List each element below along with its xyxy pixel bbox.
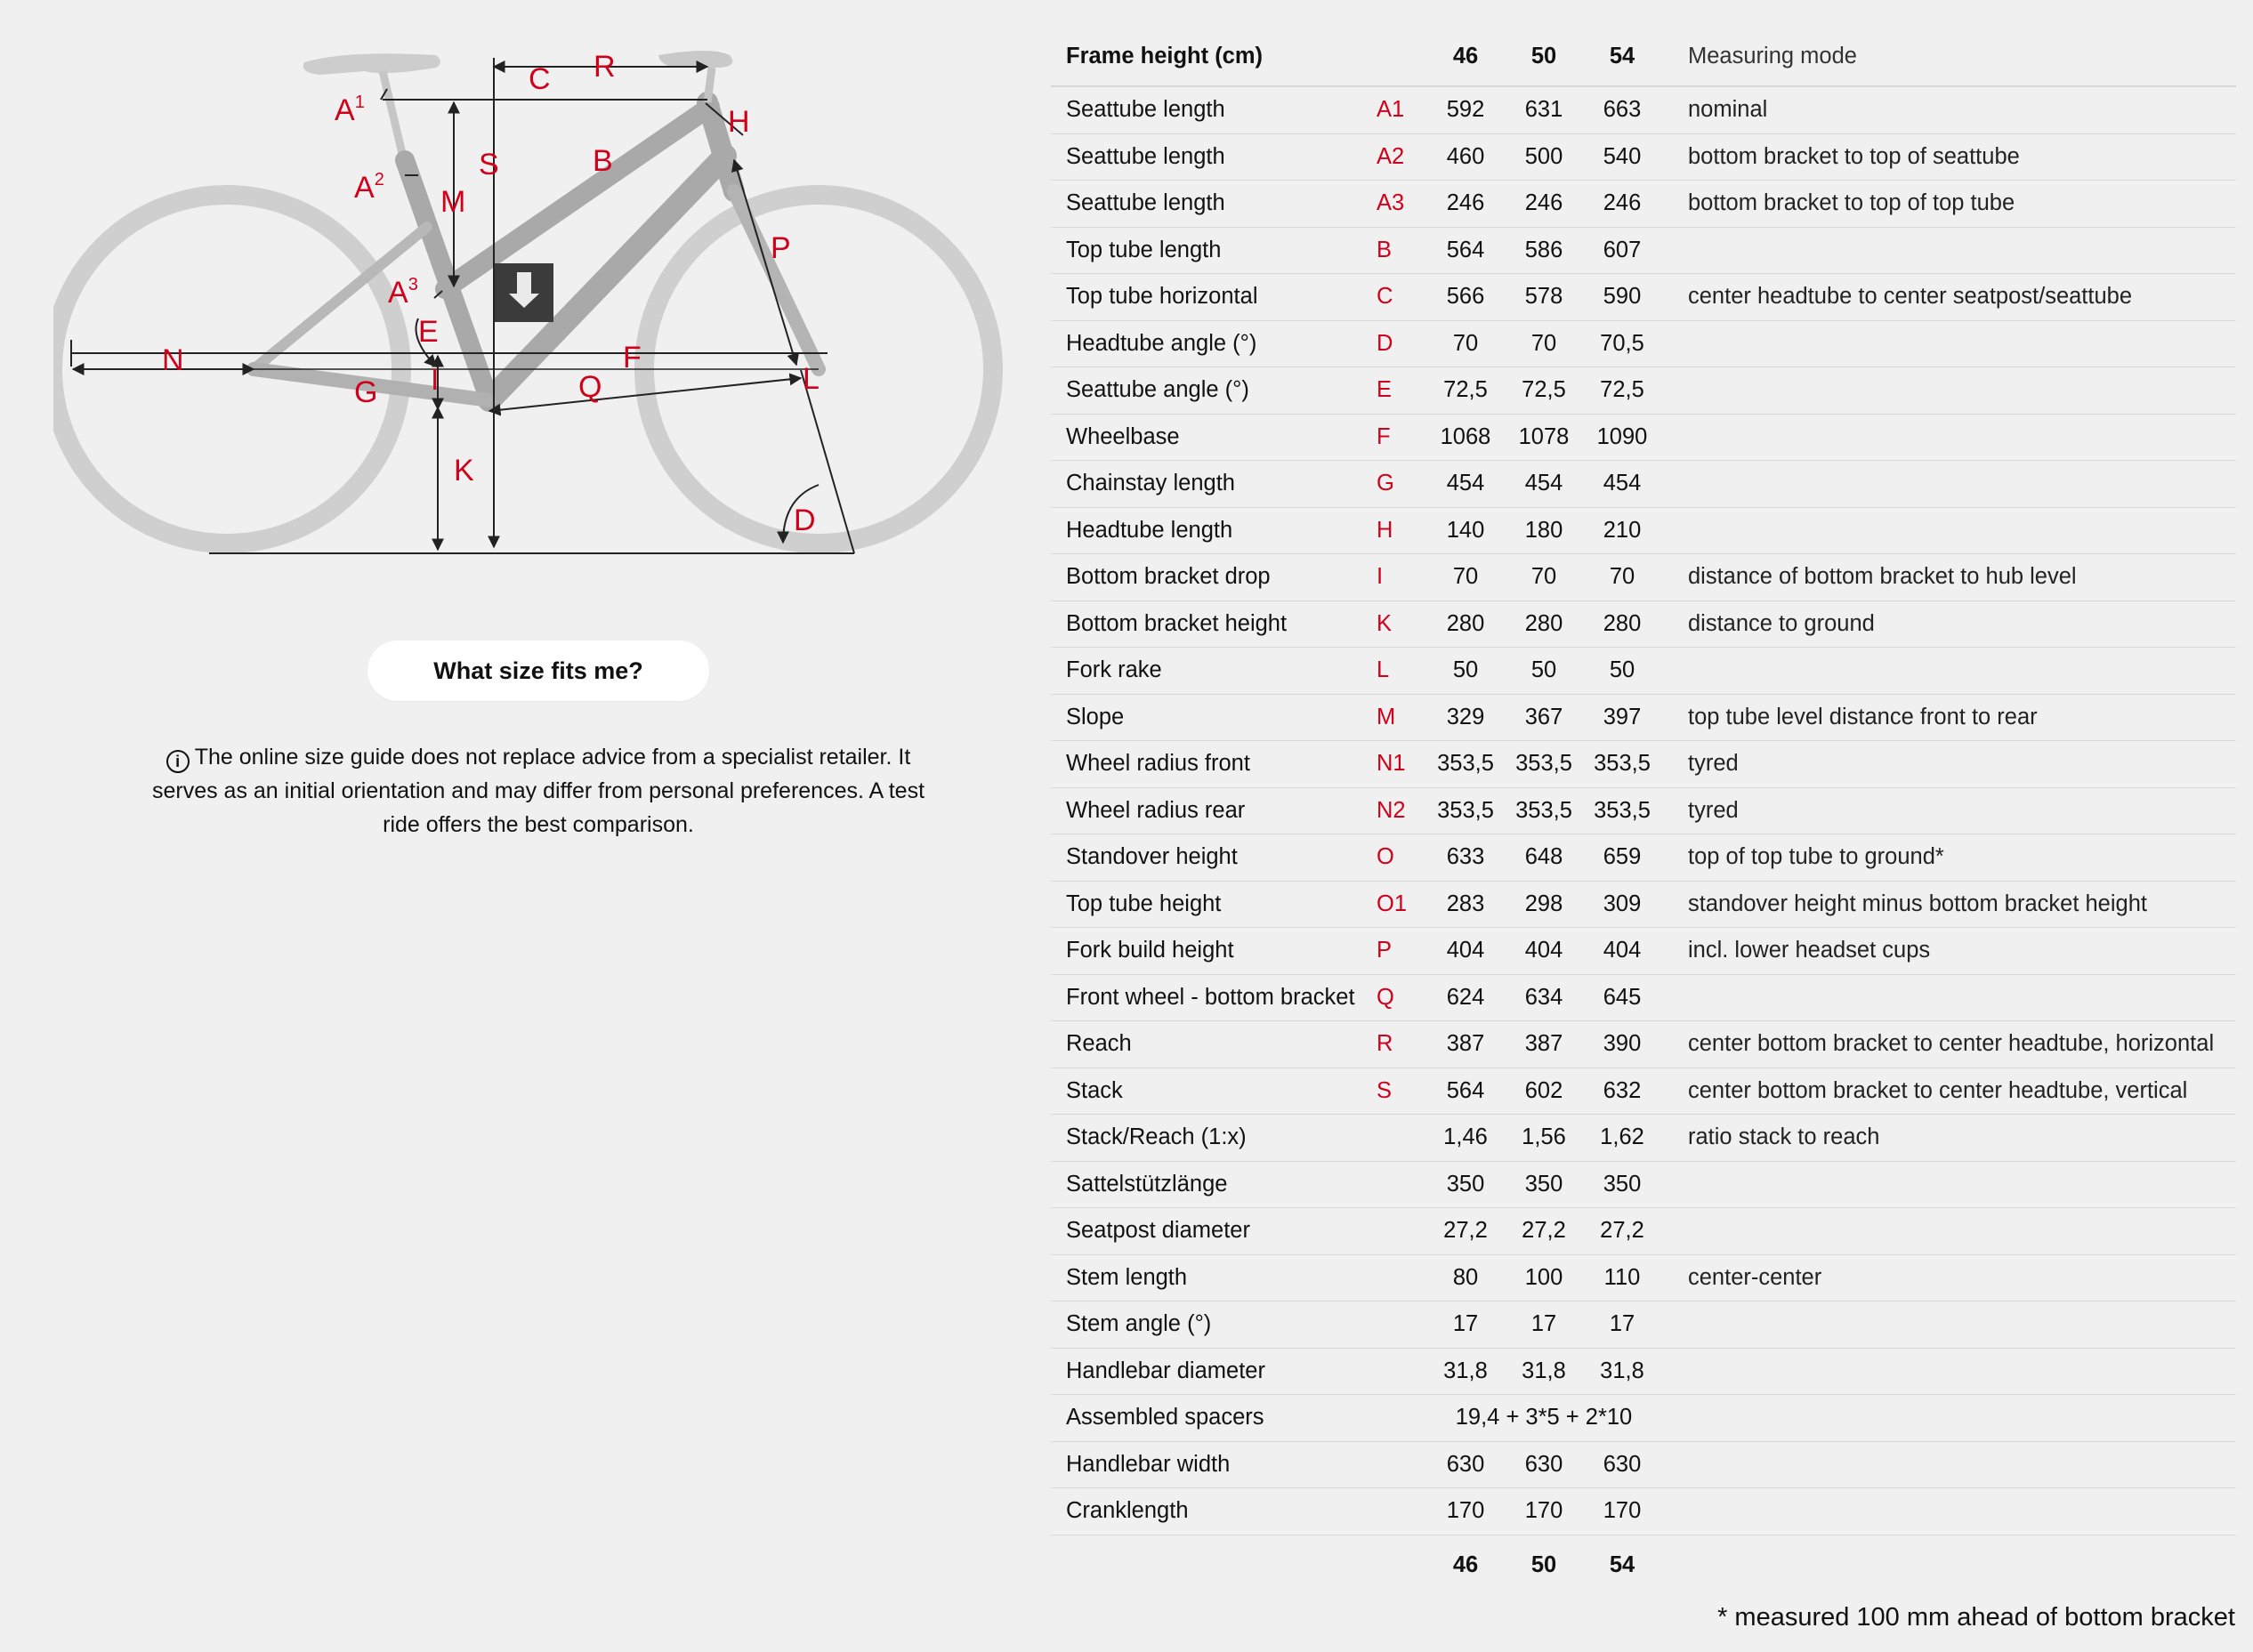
row-value: 72,5	[1443, 377, 1488, 403]
row-value: 50	[1452, 657, 1479, 683]
row-label: Stack	[1066, 1077, 1123, 1103]
table-row	[1051, 834, 2236, 882]
row-code: N2	[1377, 797, 1406, 823]
row-value: 630	[1524, 1451, 1563, 1477]
table-row	[1051, 228, 2236, 275]
row-value: 31,8	[1443, 1358, 1488, 1383]
row-value: 31,8	[1600, 1358, 1644, 1383]
row-label: Seattube angle (°)	[1066, 377, 1249, 403]
row-value: 70	[1452, 564, 1479, 590]
row-value: 50	[1530, 657, 1557, 683]
row-label: Sattelstützlänge	[1066, 1171, 1228, 1197]
row-value: 1,46	[1443, 1124, 1488, 1150]
row-value: 70	[1452, 330, 1479, 356]
row-value: 170	[1446, 1498, 1485, 1524]
row-mode: center bottom bracket to center headtube, vertical	[1688, 1077, 2188, 1103]
row-label: Standover height	[1066, 844, 1238, 870]
header-size: 50	[1530, 43, 1557, 68]
row-code: R	[1377, 1031, 1393, 1057]
row-value: 110	[1603, 1264, 1641, 1290]
row-code: L	[1377, 657, 1390, 683]
row-value: 280	[1603, 610, 1642, 636]
row-value: 70	[1530, 330, 1557, 356]
row-value: 648	[1524, 844, 1563, 870]
row-mode: ratio stack to reach	[1688, 1124, 1880, 1150]
row-value: 602	[1524, 1077, 1563, 1103]
row-value: 1,62	[1600, 1124, 1644, 1150]
table-row	[1051, 1255, 2236, 1302]
row-label: Headtube angle (°)	[1066, 330, 1257, 356]
row-value: 566	[1446, 284, 1485, 310]
row-label: Stem angle (°)	[1066, 1311, 1212, 1337]
table-row	[1051, 1349, 2236, 1396]
label-D: D	[794, 504, 816, 537]
row-value: 454	[1524, 471, 1563, 496]
header-size: 54	[1609, 43, 1635, 68]
row-value: 630	[1446, 1451, 1485, 1477]
row-code: A3	[1377, 190, 1405, 216]
row-value: 280	[1524, 610, 1563, 636]
row-code: S	[1377, 1077, 1393, 1103]
row-value: 1090	[1596, 423, 1648, 449]
row-value: 367	[1524, 704, 1563, 729]
row-value: 350	[1603, 1171, 1642, 1197]
row-value: 645	[1603, 984, 1642, 1010]
row-code: Q	[1377, 984, 1394, 1010]
saddle	[303, 53, 440, 75]
row-code: K	[1377, 610, 1393, 636]
footnote: * measured 100 mm ahead of bottom bracket	[1717, 1603, 2235, 1632]
label-A1: $A^1$	[335, 93, 365, 127]
row-label: Chainstay length	[1066, 471, 1235, 496]
row-label: Seattube length	[1066, 143, 1225, 169]
row-value: 607	[1603, 237, 1642, 262]
row-value: 353,5	[1594, 751, 1651, 777]
row-label: Top tube horizontal	[1066, 284, 1258, 310]
label-B: B	[593, 144, 613, 178]
table-row	[1051, 181, 2236, 228]
size-guide-note-text: The online size guide does not replace advice from a specialist retailer. It serves as an initial orientation and may differ from personal preferences. A test ride offers the best comparison.	[151, 745, 925, 837]
row-value: 70,5	[1600, 330, 1644, 356]
row-value: 454	[1446, 471, 1485, 496]
info-icon: i	[166, 750, 190, 773]
row-label: Bottom bracket height	[1066, 610, 1288, 636]
label-G: G	[354, 375, 378, 409]
row-value: 27,2	[1443, 1218, 1488, 1244]
row-label: Seattube length	[1066, 190, 1225, 216]
row-value: 404	[1446, 938, 1485, 963]
label-I: I	[431, 363, 440, 397]
row-value: 140	[1446, 517, 1485, 543]
row-value: 350	[1446, 1171, 1485, 1197]
row-label: Reach	[1066, 1031, 1132, 1057]
row-label: Seatpost diameter	[1066, 1218, 1250, 1244]
table-row	[1051, 461, 2236, 508]
row-value: 387	[1446, 1031, 1485, 1057]
row-code: P	[1377, 938, 1393, 963]
row-value: 170	[1524, 1498, 1563, 1524]
row-label: Wheelbase	[1066, 423, 1180, 449]
footer-size: 54	[1609, 1552, 1635, 1577]
row-value: 387	[1524, 1031, 1563, 1057]
row-label: Top tube height	[1066, 890, 1222, 916]
row-value: 246	[1603, 190, 1642, 216]
row-mode: top tube level distance front to rear	[1688, 704, 2038, 729]
row-label: Stack/Reach (1:x)	[1066, 1124, 1247, 1150]
what-size-fits-me-button[interactable]: What size fits me?	[367, 641, 709, 701]
row-value: 590	[1603, 284, 1642, 310]
row-value: 460	[1446, 143, 1485, 169]
row-value: 659	[1603, 844, 1642, 870]
table-row	[1051, 695, 2236, 742]
row-value: 633	[1446, 844, 1485, 870]
row-value: 72,5	[1600, 377, 1644, 403]
table-row	[1051, 134, 2236, 181]
table-row	[1051, 1488, 2236, 1535]
row-value: 246	[1524, 190, 1563, 216]
handlebar	[658, 51, 732, 68]
row-mode: distance of bottom bracket to hub level	[1688, 564, 2077, 590]
row-value: 298	[1524, 890, 1563, 916]
table-row	[1051, 1162, 2236, 1209]
row-label: Headtube length	[1066, 517, 1233, 543]
row-label: Slope	[1066, 704, 1125, 729]
row-value: 283	[1446, 890, 1485, 916]
row-mode: center bottom bracket to center headtube, horizontal	[1688, 1031, 2215, 1057]
label-A3: $A^3$	[388, 275, 418, 310]
row-code: A2	[1377, 143, 1405, 169]
row-value: 663	[1603, 97, 1642, 123]
row-value: 564	[1446, 237, 1485, 262]
row-value: 180	[1524, 517, 1563, 543]
row-value: 500	[1524, 143, 1563, 169]
row-mode: tyred	[1688, 751, 1739, 777]
label-Q: Q	[578, 370, 602, 404]
row-label: Assembled spacers	[1066, 1405, 1264, 1430]
table-row	[1051, 1301, 2236, 1349]
row-code: I	[1377, 564, 1384, 590]
header-measuring-mode: Measuring mode	[1688, 43, 1857, 68]
row-value: 72,5	[1522, 377, 1566, 403]
table-row	[1051, 1395, 2236, 1442]
row-value: 70	[1530, 564, 1557, 590]
label-N: N	[162, 343, 184, 377]
row-value-span: 19,4 + 3*5 + 2*10	[1455, 1405, 1633, 1430]
row-mode: top of top tube to ground*	[1688, 844, 1944, 870]
row-label: Cranklength	[1066, 1498, 1189, 1524]
row-label: Handlebar width	[1066, 1451, 1231, 1477]
row-mode: nominal	[1688, 97, 1768, 123]
header-frame-height: Frame height (cm)	[1066, 43, 1264, 68]
row-value: 31,8	[1522, 1358, 1566, 1383]
row-code: G	[1377, 471, 1394, 496]
row-value: 624	[1446, 984, 1485, 1010]
row-mode: tyred	[1688, 797, 1739, 823]
row-value: 210	[1603, 517, 1642, 543]
row-value: 404	[1524, 938, 1563, 963]
table-row	[1051, 1068, 2236, 1116]
row-mode: center-center	[1688, 1264, 1822, 1290]
footer-size: 46	[1452, 1552, 1479, 1577]
footer-size: 50	[1530, 1552, 1557, 1577]
table-row	[1051, 741, 2236, 788]
row-value: 564	[1446, 1077, 1485, 1103]
label-E: E	[418, 315, 439, 349]
row-value: 630	[1603, 1451, 1642, 1477]
row-label: Top tube length	[1066, 237, 1222, 262]
row-value: 246	[1446, 190, 1485, 216]
table-row	[1051, 975, 2236, 1022]
row-code: M	[1377, 704, 1396, 729]
table-row	[1051, 508, 2236, 555]
row-mode: standover height minus bottom bracket height	[1688, 890, 2147, 916]
row-label: Front wheel - bottom bracket	[1066, 984, 1355, 1010]
table-row	[1051, 601, 2236, 649]
row-value: 631	[1524, 97, 1563, 123]
row-label: Wheel radius front	[1066, 751, 1250, 777]
table-row	[1051, 1115, 2236, 1162]
table-row	[1051, 321, 2236, 368]
row-value: 1068	[1440, 423, 1491, 449]
row-value: 578	[1524, 284, 1563, 310]
row-label: Bottom bracket drop	[1066, 564, 1271, 590]
row-value: 80	[1452, 1264, 1479, 1290]
row-value: 592	[1446, 97, 1485, 123]
row-code: H	[1377, 517, 1393, 543]
row-value: 280	[1446, 610, 1485, 636]
row-mode: center headtube to center seatpost/seattube	[1688, 284, 2133, 310]
row-value: 17	[1452, 1311, 1479, 1337]
row-code: O1	[1377, 890, 1408, 916]
table-body	[1051, 87, 2236, 1535]
bike-geometry-diagram	[53, 36, 1014, 569]
row-value: 1,56	[1522, 1124, 1566, 1150]
row-value: 27,2	[1522, 1218, 1566, 1244]
row-value: 353,5	[1515, 751, 1572, 777]
row-mode: distance to ground	[1688, 610, 1875, 636]
table-row	[1051, 554, 2236, 601]
row-value: 540	[1603, 143, 1642, 169]
label-H: H	[728, 105, 750, 139]
label-M: M	[440, 185, 466, 219]
row-mode: bottom bracket to top of seattube	[1688, 143, 2020, 169]
table-row	[1051, 788, 2236, 835]
row-value: 397	[1603, 704, 1642, 729]
row-label: Stem length	[1066, 1264, 1188, 1290]
size-guide-note	[142, 740, 934, 842]
label-P: P	[771, 231, 791, 265]
label-A2: $A^2$	[354, 170, 384, 205]
row-value: 404	[1603, 938, 1642, 963]
label-L: L	[803, 362, 820, 396]
row-mode: incl. lower headset cups	[1688, 938, 1931, 963]
row-mode: bottom bracket to top of top tube	[1688, 190, 2015, 216]
table-header	[1051, 27, 2236, 87]
row-value: 390	[1603, 1031, 1642, 1057]
row-label: Seattube length	[1066, 97, 1225, 123]
label-F: F	[623, 341, 642, 375]
row-code: D	[1377, 330, 1393, 356]
table-footer	[1051, 1535, 2236, 1596]
row-value: 586	[1524, 237, 1563, 262]
table-row	[1051, 648, 2236, 695]
row-value: 50	[1609, 657, 1635, 683]
label-S: S	[479, 148, 499, 181]
row-value: 17	[1609, 1311, 1635, 1337]
row-value: 454	[1603, 471, 1642, 496]
geometry-table	[1051, 27, 2236, 1596]
row-value: 634	[1524, 984, 1563, 1010]
row-value: 17	[1530, 1311, 1557, 1337]
row-value: 170	[1603, 1498, 1642, 1524]
row-value: 1078	[1518, 423, 1570, 449]
table-row	[1051, 87, 2236, 134]
fork	[734, 191, 819, 369]
row-code: O	[1377, 844, 1394, 870]
row-code: A1	[1377, 97, 1405, 123]
row-value: 353,5	[1594, 797, 1651, 823]
row-value: 70	[1609, 564, 1635, 590]
row-value: 353,5	[1437, 751, 1494, 777]
row-code: C	[1377, 284, 1393, 310]
row-label: Wheel radius rear	[1066, 797, 1246, 823]
row-value: 353,5	[1437, 797, 1494, 823]
row-value: 353,5	[1515, 797, 1572, 823]
row-code: F	[1377, 423, 1391, 449]
table-row	[1051, 1021, 2236, 1068]
table-row	[1051, 1208, 2236, 1255]
row-code: N1	[1377, 751, 1406, 777]
row-label: Handlebar diameter	[1066, 1358, 1265, 1383]
table-row	[1051, 367, 2236, 415]
label-R: R	[594, 50, 616, 84]
row-value: 350	[1524, 1171, 1563, 1197]
table-row	[1051, 928, 2236, 975]
row-value: 329	[1446, 704, 1485, 729]
row-code: B	[1377, 237, 1393, 262]
row-label: Fork build height	[1066, 938, 1234, 963]
table-row	[1051, 274, 2236, 321]
header-size: 46	[1452, 43, 1479, 68]
row-value: 632	[1603, 1077, 1642, 1103]
table-row	[1051, 1442, 2236, 1489]
row-label: Fork rake	[1066, 657, 1162, 683]
table-row	[1051, 882, 2236, 929]
row-value: 100	[1524, 1264, 1563, 1290]
label-K: K	[454, 454, 474, 488]
row-value: 309	[1603, 890, 1642, 916]
row-code: E	[1377, 377, 1393, 403]
row-value: 27,2	[1600, 1218, 1644, 1244]
label-C: C	[529, 62, 551, 96]
table-row	[1051, 415, 2236, 462]
